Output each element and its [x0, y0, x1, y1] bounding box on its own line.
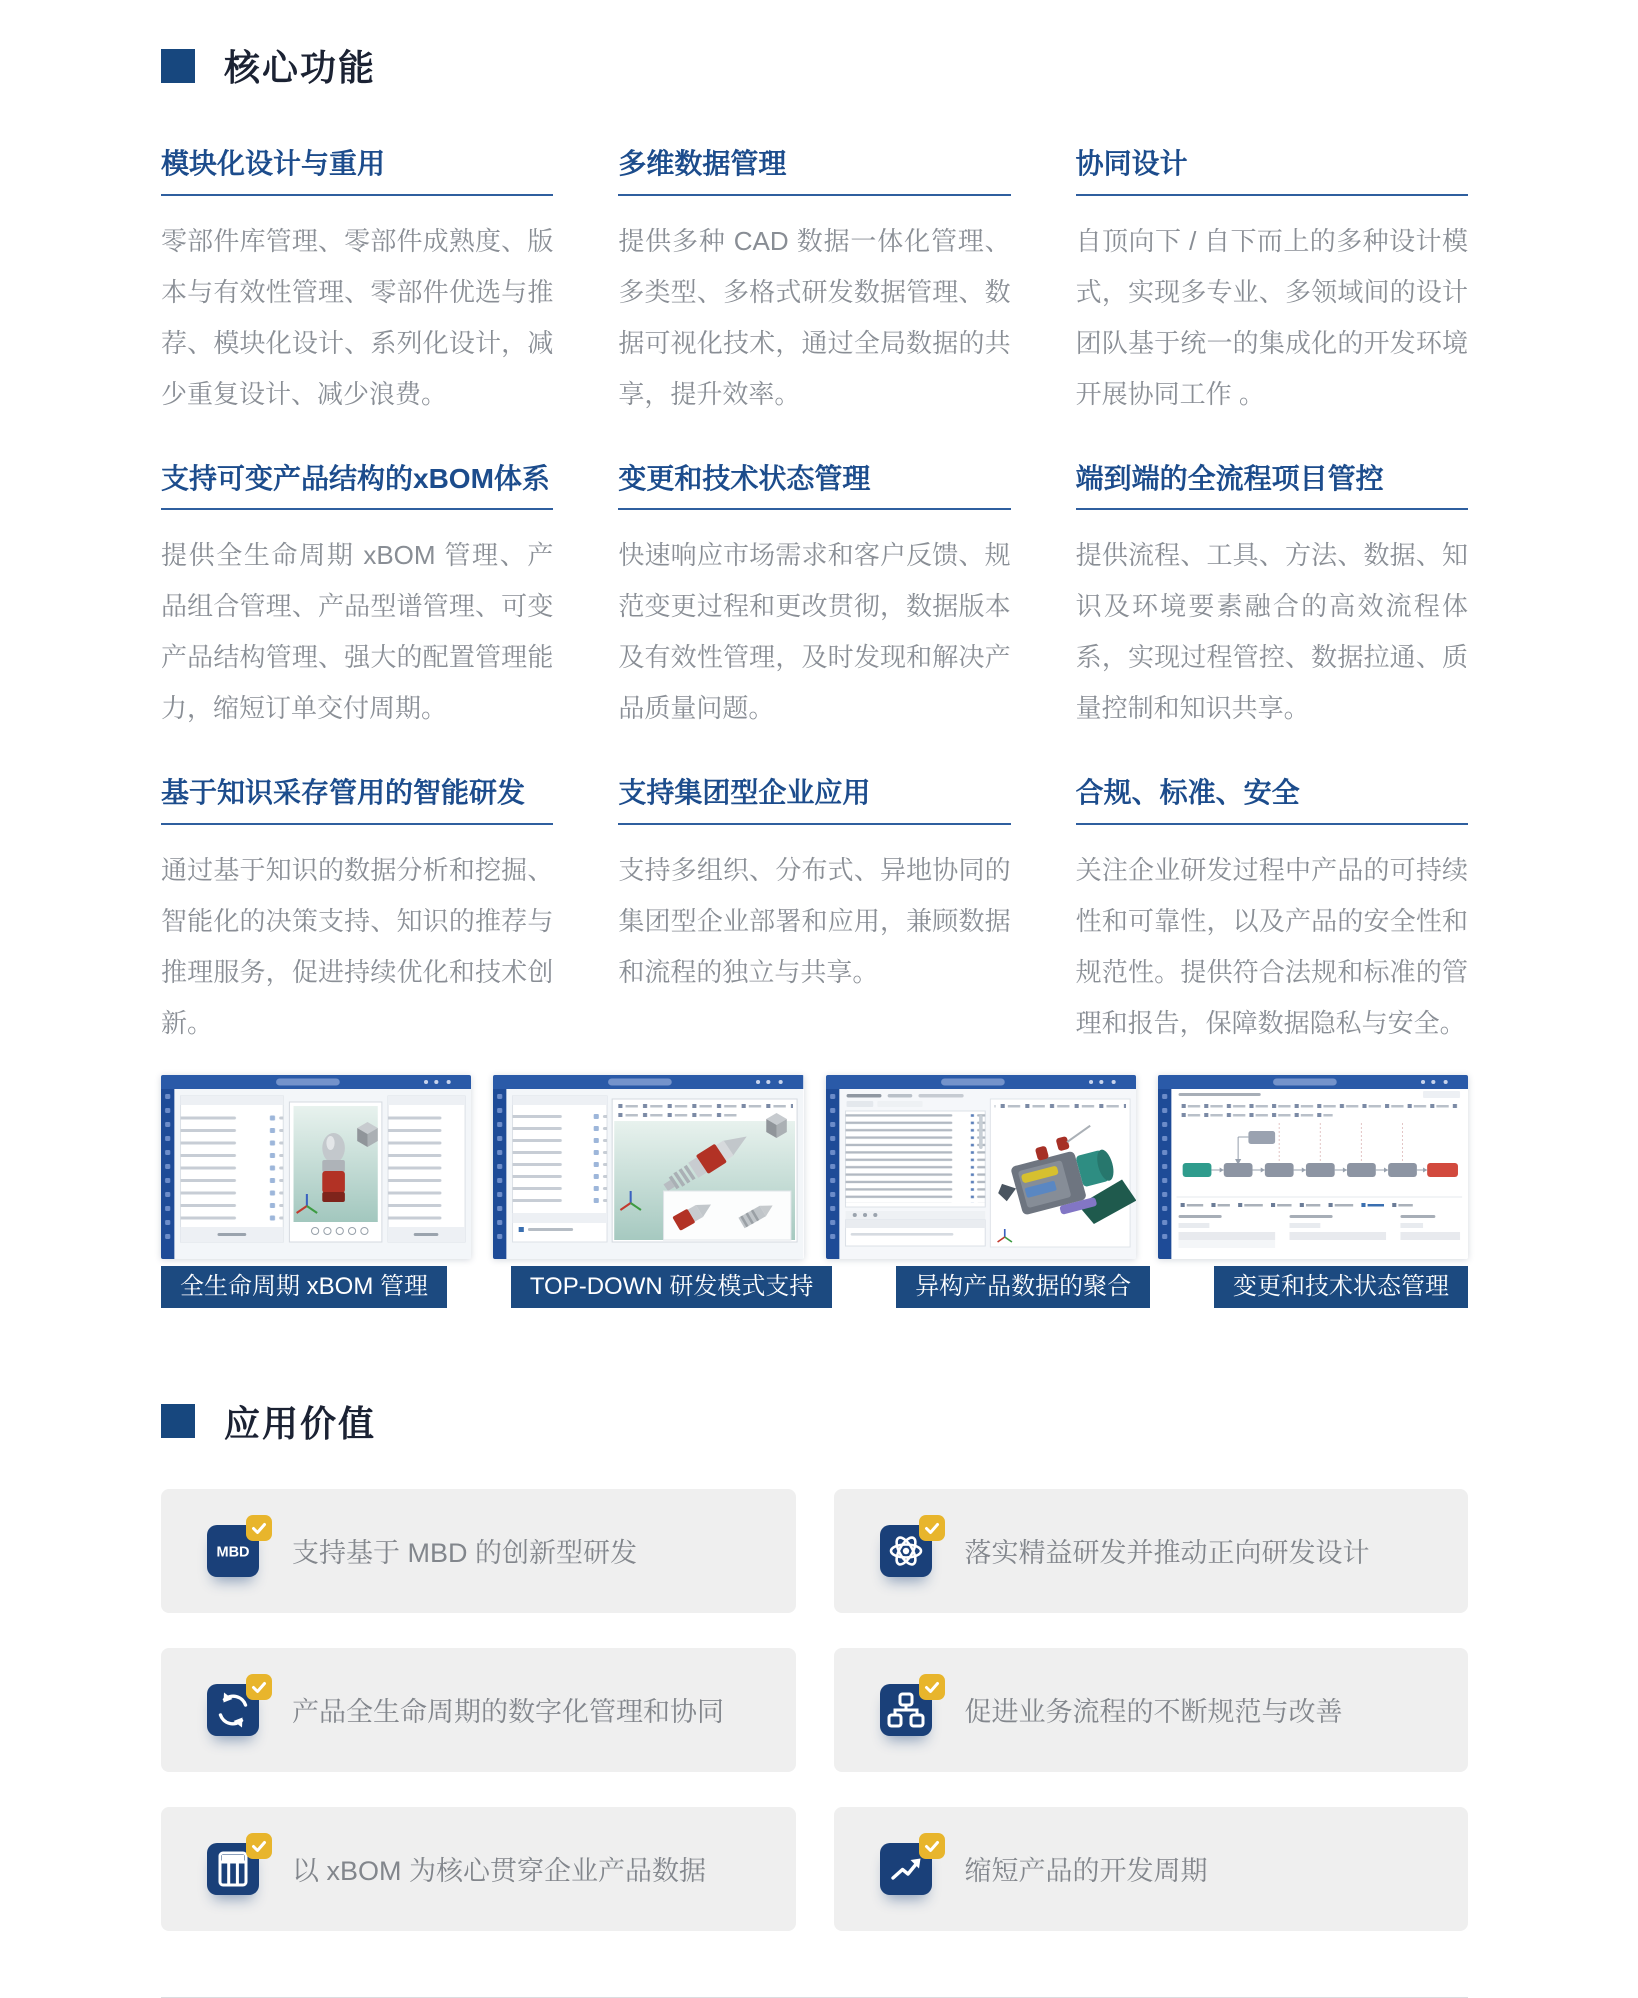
value-card-process [834, 1648, 1469, 1772]
atom-icon [880, 1525, 932, 1577]
plm-change-management-screenshot [1158, 1075, 1468, 1259]
feature-body: 快速响应市场需求和客户反馈、规范变更过程和更改贯彻，数据版本及有效性管理，及时发现和解决产品质量问题。 [618, 540, 1011, 724]
value-card-grid [161, 1489, 1468, 1931]
feature-body: 提供全生命周期 xBOM 管理、产品组合管理、产品型谱管理、可变产品结构管理、强大的配置管理能力，缩短订单交付周期。 [161, 540, 554, 724]
feature-title: 多维数据管理 [618, 147, 1010, 196]
feature-block-group-enterprise [618, 776, 1010, 1049]
feature-block-modular-design [161, 147, 553, 420]
feature-body: 零部件库管理、零部件成熟度、版本与有效性管理、零部件优选与推荐、模块化设计、系列化设计，减少重复设计、减少浪费。 [161, 225, 554, 409]
check-badge-icon [246, 1515, 272, 1541]
value-card-xbom-core [161, 1807, 796, 1931]
feature-title: 支持可变产品结构的xBOM体系 [161, 462, 553, 511]
plm-topdown-mock [493, 1075, 803, 1259]
plm-topdown-screenshot [493, 1075, 803, 1259]
feature-body: 自顶向下 / 自下而上的多种设计模式，实现多专业、多领域间的设计团队基于统一的集成化的开发环境开展协同工作 。 [1075, 225, 1468, 409]
application-value-section [161, 1396, 1468, 1931]
plm-xbom-mock [161, 1075, 471, 1259]
check-badge-icon [246, 1674, 272, 1700]
check-badge-icon [919, 1833, 945, 1859]
value-card-label: 缩短产品的开发周期 [964, 1856, 1208, 1887]
value-card-shorten-cycle [834, 1807, 1469, 1931]
section-bullet-icon [161, 49, 195, 83]
screenshot-caption-xbom: 全生命周期 xBOM 管理 [161, 1266, 447, 1308]
section-title-core: 核心功能 [224, 47, 377, 88]
feature-body: 提供流程、工具、方法、数据、知识及环境要素融合的高效流程体系，实现过程管控、数据拉通、质量控制和知识共享。 [1075, 540, 1468, 724]
feature-block-xbom-structure [161, 462, 553, 735]
feature-block-collaborative-design [1076, 147, 1468, 420]
value-card-label: 促进业务流程的不断规范与改善 [964, 1697, 1343, 1728]
feature-title: 端到端的全流程项目管控 [1076, 462, 1468, 511]
value-card-label: 落实精益研发并推动正向研发设计 [964, 1538, 1370, 1569]
feature-block-knowledge-rd [161, 776, 553, 1049]
section-header-value [161, 1396, 1468, 1447]
value-card-label: 以 xBOM 为核心贯穿企业产品数据 [292, 1856, 707, 1887]
feature-title: 变更和技术状态管理 [618, 462, 1010, 511]
trend-up-icon [880, 1843, 932, 1895]
table-grid-icon [207, 1843, 259, 1895]
feature-body: 支持多组织、分布式、异地协同的集团型企业部署和应用，兼顾数据和流程的独立与共享。 [618, 854, 1011, 987]
feature-body: 提供多种 CAD 数据一体化管理、多类型、多格式研发数据管理、数据可视化技术，通过全局数据的共享，提升效率。 [618, 225, 1011, 409]
feature-block-multidim-data [618, 147, 1010, 420]
feature-title: 模块化设计与重用 [161, 147, 553, 196]
value-card-lifecycle [161, 1648, 796, 1772]
feature-block-change-management [618, 462, 1010, 735]
check-badge-icon [919, 1515, 945, 1541]
screenshot-gallery [161, 1075, 1468, 1259]
feature-body: 关注企业研发过程中产品的可持续性和可靠性，以及产品的安全性和规范性。提供符合法规和标准的管理和报告，保障数据隐私与安全。 [1075, 854, 1468, 1038]
plm-xbom-screenshot [161, 1075, 471, 1259]
check-badge-icon [919, 1674, 945, 1700]
plm-heterogeneous-data-screenshot [826, 1075, 1136, 1259]
feature-title: 合规、标准、安全 [1076, 776, 1468, 825]
org-chart-icon [880, 1684, 932, 1736]
feature-title: 协同设计 [1076, 147, 1468, 196]
feature-block-project-control [1076, 462, 1468, 735]
value-card-label: 支持基于 MBD 的创新型研发 [292, 1538, 638, 1569]
feature-title: 基于知识采存管用的智能研发 [161, 776, 553, 825]
lifecycle-refresh-icon [207, 1684, 259, 1736]
brochure-page [161, 0, 1468, 1998]
screenshot-caption-topdown: TOP-DOWN 研发模式支持 [511, 1266, 833, 1308]
core-features-section [161, 40, 1468, 1308]
value-card-mbd [161, 1489, 796, 1613]
screenshot-caption-heterogeneous: 异构产品数据的聚合 [896, 1266, 1150, 1308]
section-bullet-icon [161, 1404, 195, 1438]
feature-grid [161, 147, 1468, 1049]
mbd-icon [207, 1525, 259, 1577]
screenshot-captions [161, 1266, 1468, 1308]
section-header-core [161, 40, 1468, 91]
feature-body: 通过基于知识的数据分析和挖掘、智能化的决策支持、知识的推荐与推理服务，促进持续优化和技术创新。 [161, 854, 554, 1038]
feature-block-compliance [1076, 776, 1468, 1049]
plm-workflow-mock [1158, 1075, 1468, 1259]
svg-text:MBD: MBD [216, 1544, 250, 1561]
value-card-label: 产品全生命周期的数字化管理和协同 [292, 1697, 724, 1728]
section-title-value: 应用价值 [224, 1402, 377, 1444]
check-badge-icon [246, 1833, 272, 1859]
value-card-lean-rd [834, 1489, 1469, 1613]
feature-title: 支持集团型企业应用 [618, 776, 1010, 825]
plm-heterogeneous-mock [826, 1075, 1136, 1259]
screenshot-caption-change: 变更和技术状态管理 [1214, 1266, 1468, 1308]
